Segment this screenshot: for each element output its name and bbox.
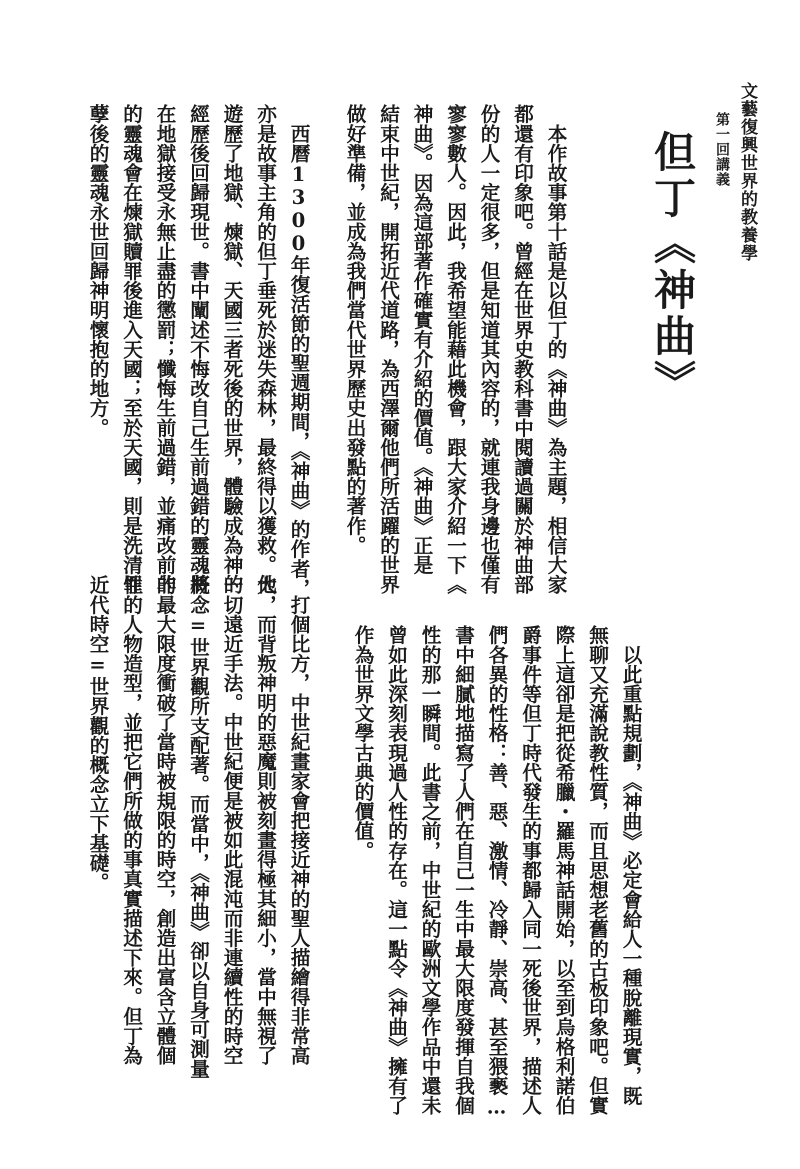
text-line: 爵事件等但丁時代發生的事都歸入同一死後世界，描述人 [518,625,542,1115]
page-title: 但丁《神曲》 [648,130,697,406]
text-line: 都還有印象吧。曾經在世界史教科書中閱讀過關於神曲部 [510,104,534,594]
paragraph-plot [81,104,316,598]
text-line: 一切遠近手法。中世紀便是被如此混沌而非連續性的時空 [220,575,243,1065]
text-line: 經歷後回歸現世。書中闡述不悔改自己生前過錯的靈魂將 [186,104,210,594]
text-line: 以此重點規劃，《神曲》必定會給人一種脫離現實，既 [619,625,642,1106]
paragraph-intro [338,104,573,594]
text-line: 大，而背叛神明的惡魔則被刻畫得極其細小，當中無視了 [253,575,277,1065]
text-line: 的最大限度衝破了當時被規限的時空，創造出富含立體個 [153,575,176,1065]
text-line: 曾如此深刻表現過人性的存在。這一點令《神曲》擁有了 [384,625,408,1115]
paragraph-value [346,625,648,1119]
text-line: 在地獄接受永無止盡的懲罰；懺悔生前過錯，並痛改前非 [153,104,176,594]
text-line: 做好準備，並成為我們當代世界歷史出發點的著作。 [343,104,366,555]
text-line: 西曆1300年復活節的聖週期間，《神曲》的作者， [287,104,310,598]
text-line: 近代時空=世界觀的概念立下基礎。 [86,575,109,892]
text-line: 作為世界文學古典的價值。 [351,625,374,861]
text-line: 無聊又充滿說教性質，而且思想老舊的古板印象吧。但實 [585,625,609,1115]
text-line: 寥寥數人。因此，我希望能藉此機會，跟大家介紹一下《 [443,104,467,594]
lesson-label: 第一回講義 [714,112,730,187]
text-line: 性的那一瞬間。此書之前，中世紀的歐洲文學作品中還未 [418,625,441,1115]
text-line: 神曲》。因為這部著作確實有介紹的價值。《神曲》正是 [410,104,433,575]
text-line: 際上這卻是把從希臘・羅馬神話開始，以至到烏格利諾伯 [552,625,575,1115]
text-line: 打個比方，中世紀畫家會把接近神的聖人描繪得非常高 [287,575,310,1065]
text-line: 性的人物造型，並把它們所做的事真實描述下來。但丁為 [119,575,143,1065]
series-title: 文藝復興世界的教養學 [737,82,757,262]
text-line: 概念=世界觀所支配著。而當中，《神曲》卻以自身可測量 [186,575,210,1079]
text-line: 結束中世紀，開拓近代道路，為西澤爾他們所活躍的世界 [376,104,400,594]
text-line: 書中細膩地描寫了人們在自己一生中最大限度發揮自我個 [451,625,475,1115]
paragraph-worldview [81,575,316,1079]
text-line: 份的人一定很多，但是知道其內容的，就連我身邊也僅有 [477,104,500,594]
text-line: 的靈魂會在煉獄贖罪後進入天國；至於天國，則是洗清罪 [119,104,143,594]
text-line: 遊歷了地獄、煉獄、天國三者死後的世界，體驗成為神的 [220,104,243,594]
text-line: 亦是故事主角的但丁垂死於迷失森林，最終得以獲救。他 [253,104,277,594]
text-line: 們各異的性格：善、惡、激情、冷靜、崇高、甚至猥褻… [485,625,508,1119]
text-line: 本作故事第十話是以但丁的《神曲》為主題，相信大家 [544,104,567,594]
text-line: 孽後的靈魂永世回歸神明懷抱的地方。 [86,104,109,438]
